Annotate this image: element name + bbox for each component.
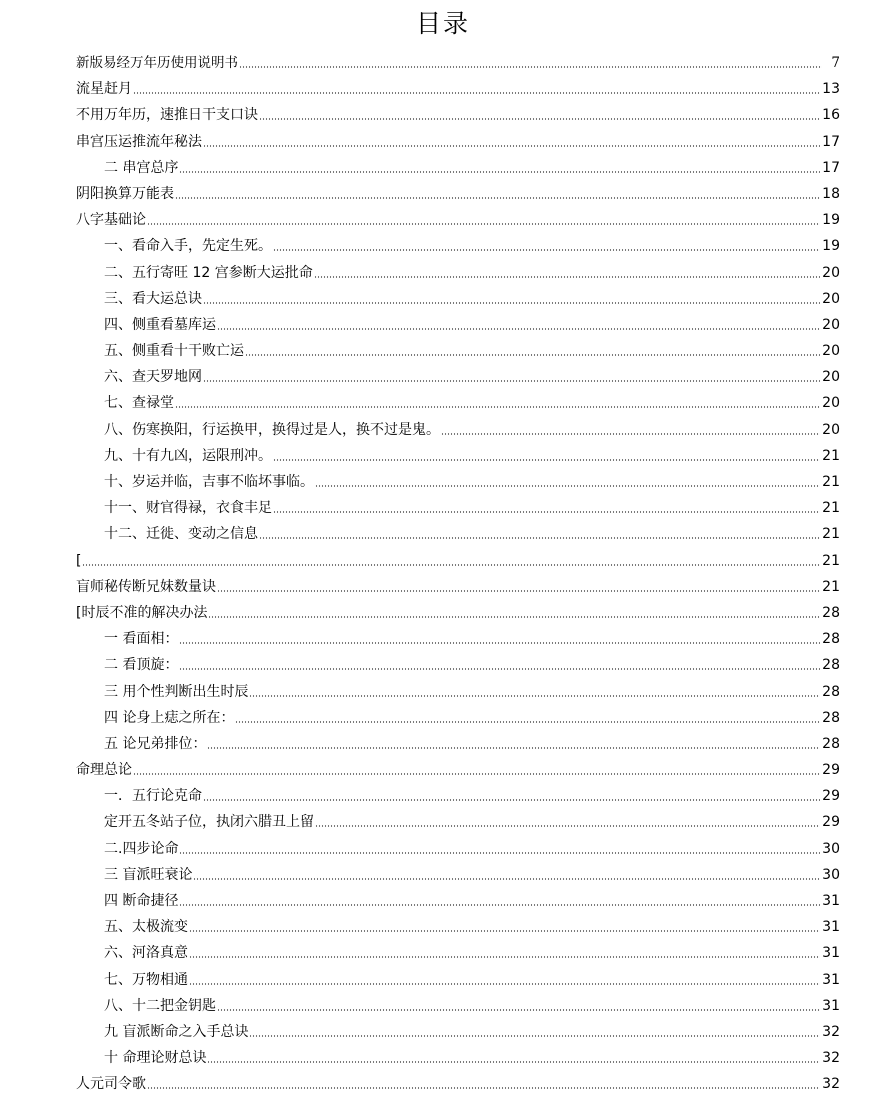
toc-entry-title: 十二、迁徙、变动之信息: [104, 526, 258, 543]
dot-leader: [189, 955, 820, 959]
dot-leader: [249, 694, 820, 698]
dot-leader: [315, 824, 820, 828]
toc-entry-page-number: 28: [822, 709, 840, 726]
dot-leader: [217, 1008, 820, 1012]
toc-entry-page-number: 32: [822, 1023, 840, 1040]
toc-entry-title: 一 看面相：: [104, 631, 179, 648]
toc-entry[interactable]: [76, 884, 840, 910]
page-title: 目录: [415, 9, 470, 38]
toc-entry-page-number: 31: [822, 945, 840, 962]
toc-entry[interactable]: [76, 439, 840, 465]
toc-entry-page-number: 17: [822, 133, 840, 150]
dot-leader: [441, 432, 820, 436]
toc-entry-page-number: 20: [822, 290, 840, 307]
toc-entry-page-number: 19: [822, 238, 840, 255]
toc-entry[interactable]: [76, 491, 840, 517]
toc-entry-title: 流星赶月: [76, 81, 132, 98]
toc-entry-page-number: 29: [822, 762, 840, 779]
toc-entry[interactable]: [76, 124, 840, 150]
toc-entry-title: 六、查天罗地网: [104, 369, 202, 386]
toc-entry-page-number: 19: [822, 212, 840, 229]
toc-entry-title: 十一、财官得禄，衣食丰足: [104, 500, 272, 517]
toc-entry[interactable]: [76, 229, 840, 255]
dot-leader: [239, 65, 822, 69]
dot-leader: [147, 222, 820, 226]
toc-entry[interactable]: [76, 989, 840, 1015]
dot-leader: [203, 144, 820, 148]
toc-entry[interactable]: [76, 753, 840, 779]
toc-entry-title: 一、看命入手，先定生死。: [104, 238, 272, 255]
toc-entry-title: 三 盲派旺衰论: [104, 866, 193, 883]
dot-leader: [235, 720, 820, 724]
dot-leader: [203, 379, 820, 383]
toc-entry-page-number: 20: [822, 343, 840, 360]
toc-entry-title: 六、河洛真意: [104, 945, 188, 962]
dot-leader: [273, 510, 820, 514]
dot-leader: [133, 772, 820, 776]
dot-leader: [189, 982, 820, 986]
dot-leader: [179, 170, 820, 174]
toc-entry-title: 四、侧重看墓库运: [104, 316, 216, 333]
toc-entry-page-number: 29: [822, 814, 840, 831]
dot-leader: [147, 1086, 820, 1090]
toc-entry-page-number: 21: [822, 526, 840, 543]
dot-leader: [315, 484, 820, 488]
toc-entry[interactable]: [76, 701, 840, 727]
toc-entry-page-number: 31: [822, 893, 840, 909]
toc-entry[interactable]: [76, 48, 840, 72]
toc-entry-title: 二.四步论命: [104, 840, 179, 857]
toc-entry[interactable]: [76, 177, 840, 203]
toc-entry-title: 七、万物相通: [104, 971, 188, 988]
toc-entry-page-number: 28: [822, 657, 840, 674]
toc-entry-title: 二 看顶旋：: [104, 657, 179, 674]
toc-entry-title: 命理总论: [76, 762, 132, 779]
toc-entry[interactable]: [76, 1041, 840, 1067]
toc-entry-page-number: 21: [822, 447, 840, 464]
toc-entry[interactable]: [76, 465, 840, 491]
toc-entry-page-number: 31: [822, 997, 840, 1014]
toc-entry[interactable]: [76, 255, 840, 281]
toc-entry-title: 一．五行论克命: [104, 788, 202, 805]
dot-leader: [82, 563, 820, 567]
dot-leader: [179, 641, 820, 645]
toc-entry-page-number: 18: [822, 185, 840, 202]
dot-leader: [245, 353, 820, 357]
toc-entry-title: 二 串宫总序: [104, 159, 179, 176]
dot-leader: [217, 327, 820, 331]
toc-entry-page-number: 21: [822, 552, 840, 569]
toc-entry-page-number: 20: [822, 264, 840, 281]
toc-entry[interactable]: [76, 517, 840, 543]
toc-entry-page-number: 31: [822, 919, 840, 936]
toc-entry[interactable]: [76, 334, 840, 360]
dot-leader: [179, 851, 820, 855]
toc-entry-page-number: 28: [822, 631, 840, 648]
toc-list: [76, 48, 840, 1093]
toc-entry[interactable]: [76, 648, 840, 674]
dot-leader: [133, 91, 820, 95]
toc-entry-title: 人元司令歌: [76, 1076, 146, 1093]
toc-entry[interactable]: [76, 596, 840, 622]
toc-entry-page-number: 21: [822, 578, 840, 595]
toc-entry-title: 九、十有九凶，运限刑冲。: [104, 447, 272, 464]
toc-entry-page-number: 20: [822, 369, 840, 386]
toc-entry[interactable]: [76, 360, 840, 386]
toc-entry[interactable]: [76, 674, 840, 700]
toc-entry[interactable]: [76, 412, 840, 438]
toc-entry-title: 四 断命捷径: [104, 893, 179, 909]
toc-entry-title: 阴阳换算万能表: [76, 185, 174, 202]
toc-entry[interactable]: [76, 570, 840, 596]
dot-leader: [189, 929, 820, 933]
toc-entry-title: 二、五行寄旺 12 宫参断大运批命: [104, 264, 313, 281]
toc-entry[interactable]: [76, 779, 840, 805]
toc-entry-title: 不用万年历，速推日干支口诀: [76, 107, 258, 124]
dot-leader: [179, 903, 820, 907]
toc-entry-title: 三、看大运总诀: [104, 290, 202, 307]
toc-entry[interactable]: [76, 1067, 840, 1093]
toc-entry-page-number: 20: [822, 316, 840, 333]
toc-entry-title: 八、伤寒换阳，行运换甲，换得过是人，换不过是鬼。: [104, 421, 440, 438]
toc-entry-page-number: 21: [822, 500, 840, 517]
dot-leader: [203, 798, 820, 802]
toc-entry-page-number: 31: [822, 971, 840, 988]
toc-entry-page-number: 20: [822, 395, 840, 412]
dot-leader: [207, 746, 820, 750]
dot-leader: [249, 1034, 820, 1038]
toc-entry[interactable]: [76, 858, 840, 884]
toc-entry[interactable]: [76, 543, 840, 569]
toc-entry[interactable]: [76, 72, 840, 98]
toc-entry-page-number: 32: [822, 1050, 840, 1067]
toc-entry-page-number: 30: [822, 866, 840, 883]
dot-leader: [203, 301, 820, 305]
toc-entry-title: 五 论兄弟排位：: [104, 735, 207, 752]
toc-entry-title: 三 用个性判断出生时辰: [104, 683, 249, 700]
toc-entry-page-number: 16: [822, 107, 840, 124]
toc-entry-page-number: 30: [822, 840, 840, 857]
toc-entry[interactable]: [76, 962, 840, 988]
toc-entry-title: 十、岁运并临，吉事不临坏事临。: [104, 474, 314, 490]
toc-entry[interactable]: [76, 805, 840, 831]
dot-leader: [259, 117, 820, 121]
toc-entry-title: 四 论身上痣之所在：: [104, 709, 235, 726]
toc-entry-page-number: 32: [822, 1076, 840, 1093]
toc-entry-page-number: 13: [822, 81, 840, 98]
dot-leader: [175, 405, 820, 409]
toc-entry-title: 七、查禄堂: [104, 395, 174, 412]
toc-entry-title: 定开五冬站子位，执闭六腊丑上留: [104, 814, 314, 831]
toc-entry[interactable]: [76, 1015, 840, 1041]
toc-entry-title: 串宫压运推流年秘法: [76, 133, 202, 150]
toc-entry[interactable]: [76, 910, 840, 936]
toc-entry-title: 八字基础论: [76, 212, 146, 229]
dot-leader: [193, 877, 820, 881]
toc-entry[interactable]: [76, 386, 840, 412]
dot-leader: [175, 196, 820, 200]
toc-entry-title: 盲师秘传断兄妹数量诀: [76, 578, 216, 595]
toc-entry-title: 五、侧重看十干败亡运: [104, 343, 244, 360]
toc-entry[interactable]: [76, 282, 840, 308]
dot-leader: [208, 615, 820, 619]
toc-entry-title: [: [76, 552, 82, 569]
dot-leader: [179, 667, 820, 671]
toc-entry-title: 九 盲派断命之入手总诀: [104, 1023, 249, 1040]
toc-entry[interactable]: [76, 727, 840, 753]
toc-entry[interactable]: [76, 936, 840, 962]
dot-leader: [259, 536, 820, 540]
toc-entry[interactable]: [76, 98, 840, 124]
toc-entry[interactable]: [76, 308, 840, 334]
toc-entry-title: 新版易经万年历使用说明书: [76, 55, 238, 71]
toc-entry-page-number: 7: [831, 55, 840, 71]
toc-entry-title: 八、十二把金钥匙: [104, 997, 216, 1014]
dot-leader: [314, 275, 820, 279]
dot-leader: [207, 1060, 820, 1064]
toc-entry-title: 十 命理论财总诀: [104, 1050, 207, 1067]
toc-entry-page-number: 20: [822, 421, 840, 438]
toc-entry-title: [时辰不准的解决办法: [76, 604, 208, 621]
toc-entry-page-number: 28: [822, 735, 840, 752]
toc-entry[interactable]: [76, 831, 840, 857]
toc-entry[interactable]: [76, 151, 840, 177]
toc-entry-page-number: 28: [822, 604, 840, 621]
toc-entry[interactable]: [76, 203, 840, 229]
dot-leader: [273, 458, 820, 462]
toc-entry-page-number: 29: [822, 788, 840, 805]
toc-entry-title: 五、太极流变: [104, 919, 188, 936]
dot-leader: [273, 248, 820, 252]
toc-entry-page-number: 21: [822, 474, 840, 490]
dot-leader: [217, 589, 820, 593]
toc-entry[interactable]: [76, 622, 840, 648]
toc-entry-page-number: 28: [822, 683, 840, 700]
toc-entry-page-number: 17: [822, 159, 840, 176]
